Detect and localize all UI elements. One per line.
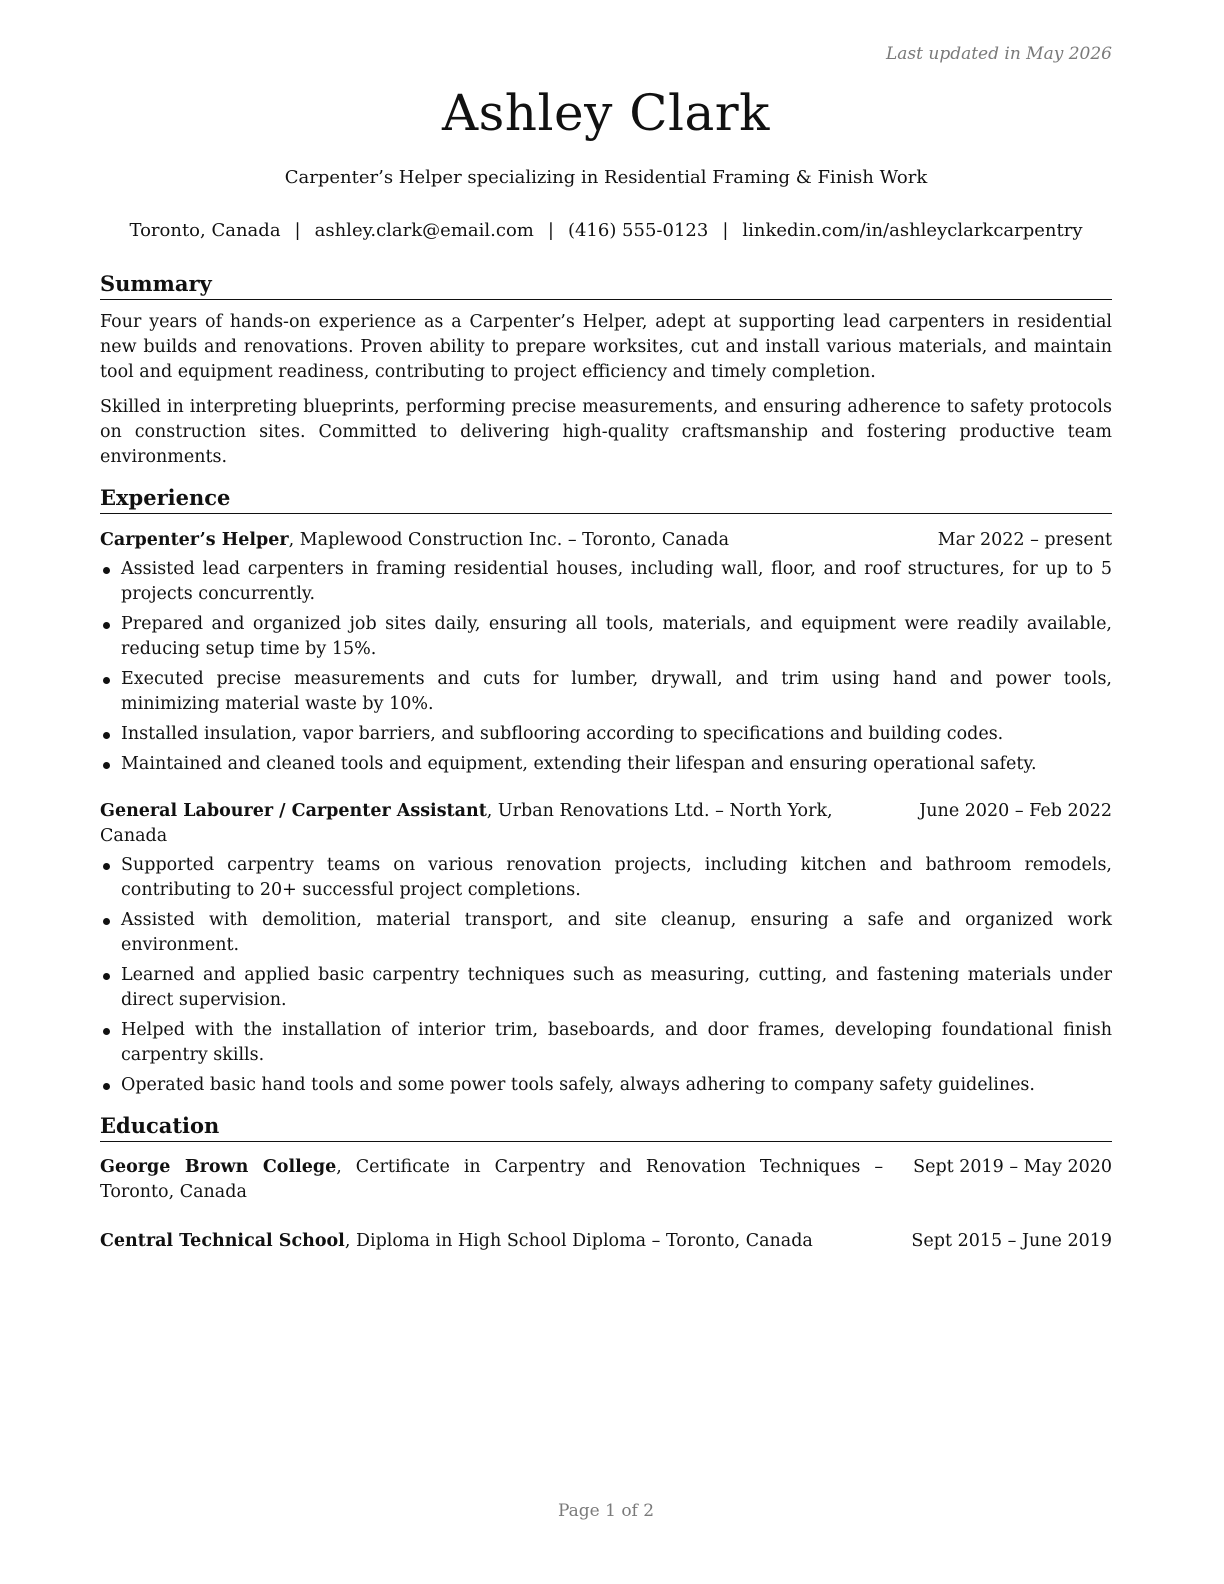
contact-separator: | (722, 220, 729, 241)
contact-separator: | (547, 220, 554, 241)
bullet-icon (103, 1083, 110, 1090)
bullet-icon (103, 918, 110, 925)
bullet-text: Assisted with demolition, material transport, and site cleanup, ensuring a safe and organized work environment. (121, 910, 1112, 955)
bullet-icon (103, 567, 110, 574)
contact-location: Toronto, Canada (129, 220, 281, 241)
bullet-icon (103, 622, 110, 629)
bullet-text: Assisted lead carpenters in framing residential houses, including wall, floor, and roof structures, for up to 5 projects concurrently. (121, 559, 1112, 604)
list-item (100, 1073, 1112, 1098)
bullet-icon (103, 732, 110, 739)
candidate-headline: Carpenter’s Helper specializing in Residential Framing & Finish Work (284, 167, 928, 188)
contact-phone[interactable]: (416) 555-0123 (567, 220, 709, 241)
list-item (100, 963, 1112, 1013)
bullet-icon (103, 863, 110, 870)
bullet-icon (103, 973, 110, 980)
education-line (100, 1229, 813, 1254)
job-title-line (100, 799, 889, 849)
education-entry (100, 1155, 1112, 1205)
job-company: , Maplewood Construction Inc. – Toronto, Canada (288, 530, 730, 550)
job-company: , Urban Renovations Ltd. – North York, Canada (100, 801, 833, 846)
job-entry (100, 528, 1112, 777)
bullet-icon (103, 762, 110, 769)
job-role: General Labourer / Carpenter Assistant (100, 801, 487, 821)
resume-page (100, 0, 1112, 1584)
contact-line (100, 220, 1112, 241)
job-bullet-list (100, 557, 1112, 777)
bullet-text: Prepared and organized job sites daily, ensuring all tools, materials, and equipment were readily available, reducing setup time by 15%. (121, 614, 1112, 659)
bullet-text: Learned and applied basic carpentry techniques such as measuring, cutting, and fastening materials under direct supervision. (121, 965, 1112, 1010)
education-school: George Brown College (100, 1157, 337, 1177)
bullet-icon (103, 1028, 110, 1035)
education-section (100, 1112, 1112, 1254)
education-dates: Sept 2019 – May 2020 (913, 1157, 1112, 1177)
list-item (100, 612, 1112, 662)
list-item (100, 853, 1112, 903)
job-dates: June 2020 – Feb 2022 (919, 801, 1112, 821)
list-item (100, 752, 1112, 777)
resume-body (100, 270, 1112, 1268)
bullet-text: Operated basic hand tools and some power tools safely, always adhering to company safety guidelines. (121, 1075, 1035, 1095)
page-indicator: Page 1 of 2 (557, 1501, 655, 1521)
section-title-summary: Summary (100, 270, 1112, 300)
education-school: Central Technical School (100, 1231, 345, 1251)
list-item (100, 908, 1112, 958)
job-role: Carpenter’s Helper (100, 530, 289, 550)
list-item (100, 1018, 1112, 1068)
summary-section (100, 270, 1112, 470)
job-header (100, 528, 1112, 553)
summary-paragraph: Four years of hands-on experience as a Carpenter’s Helper, adept at supporting lead carpenters in residential new builds and renovations. Proven ability to prepare worksites, cut and install various materials, and maintain tool and equipment readiness, contributing to project efficiency and timely completion. (100, 312, 1112, 382)
section-title-experience: Experience (100, 484, 1112, 514)
job-dates: Mar 2022 – present (937, 530, 1112, 550)
last-updated-note: Last updated in May 2026 (885, 44, 1112, 64)
contact-separator: | (294, 220, 301, 241)
section-title-education: Education (100, 1112, 1112, 1142)
contact-email[interactable]: ashley.clark@email.com (314, 220, 534, 241)
education-line (100, 1155, 883, 1205)
education-dates: Sept 2015 – June 2019 (911, 1231, 1112, 1251)
education-detail: , Certificate in Carpentry and Renovation Techniques – Toronto, Canada (100, 1157, 884, 1202)
candidate-name: Ashley Clark (442, 84, 770, 142)
bullet-text: Executed precise measurements and cuts for lumber, drywall, and trim using hand and power tools, minimizing material waste by 10%. (121, 669, 1112, 714)
list-item (100, 667, 1112, 717)
education-entry (100, 1229, 1112, 1254)
experience-section (100, 484, 1112, 1098)
bullet-text: Supported carpentry teams on various renovation projects, including kitchen and bathroom remodels, contributing to 20+ successful project completions. (121, 855, 1112, 900)
job-title-line (100, 528, 729, 553)
summary-paragraph: Skilled in interpreting blueprints, performing precise measurements, and ensuring adherence to safety protocols on construction sites. Committed to delivering high-quality craftsmanship and fostering productive team environments. (100, 397, 1112, 467)
list-item (100, 722, 1112, 747)
job-bullet-list (100, 853, 1112, 1098)
job-header (100, 799, 1112, 849)
contact-linkedin[interactable]: linkedin.com/in/ashleyclarkcarpentry (742, 220, 1083, 241)
job-entry (100, 799, 1112, 1098)
list-item (100, 557, 1112, 607)
bullet-text: Helped with the installation of interior trim, baseboards, and door frames, developing foundational finish carpentry skills. (121, 1020, 1112, 1065)
bullet-text: Maintained and cleaned tools and equipment, extending their lifespan and ensuring operational safety. (121, 754, 1037, 774)
bullet-icon (103, 677, 110, 684)
education-detail: , Diploma in High School Diploma – Toronto, Canada (344, 1231, 813, 1251)
bullet-text: Installed insulation, vapor barriers, and subflooring according to specifications and building codes. (121, 724, 1004, 744)
